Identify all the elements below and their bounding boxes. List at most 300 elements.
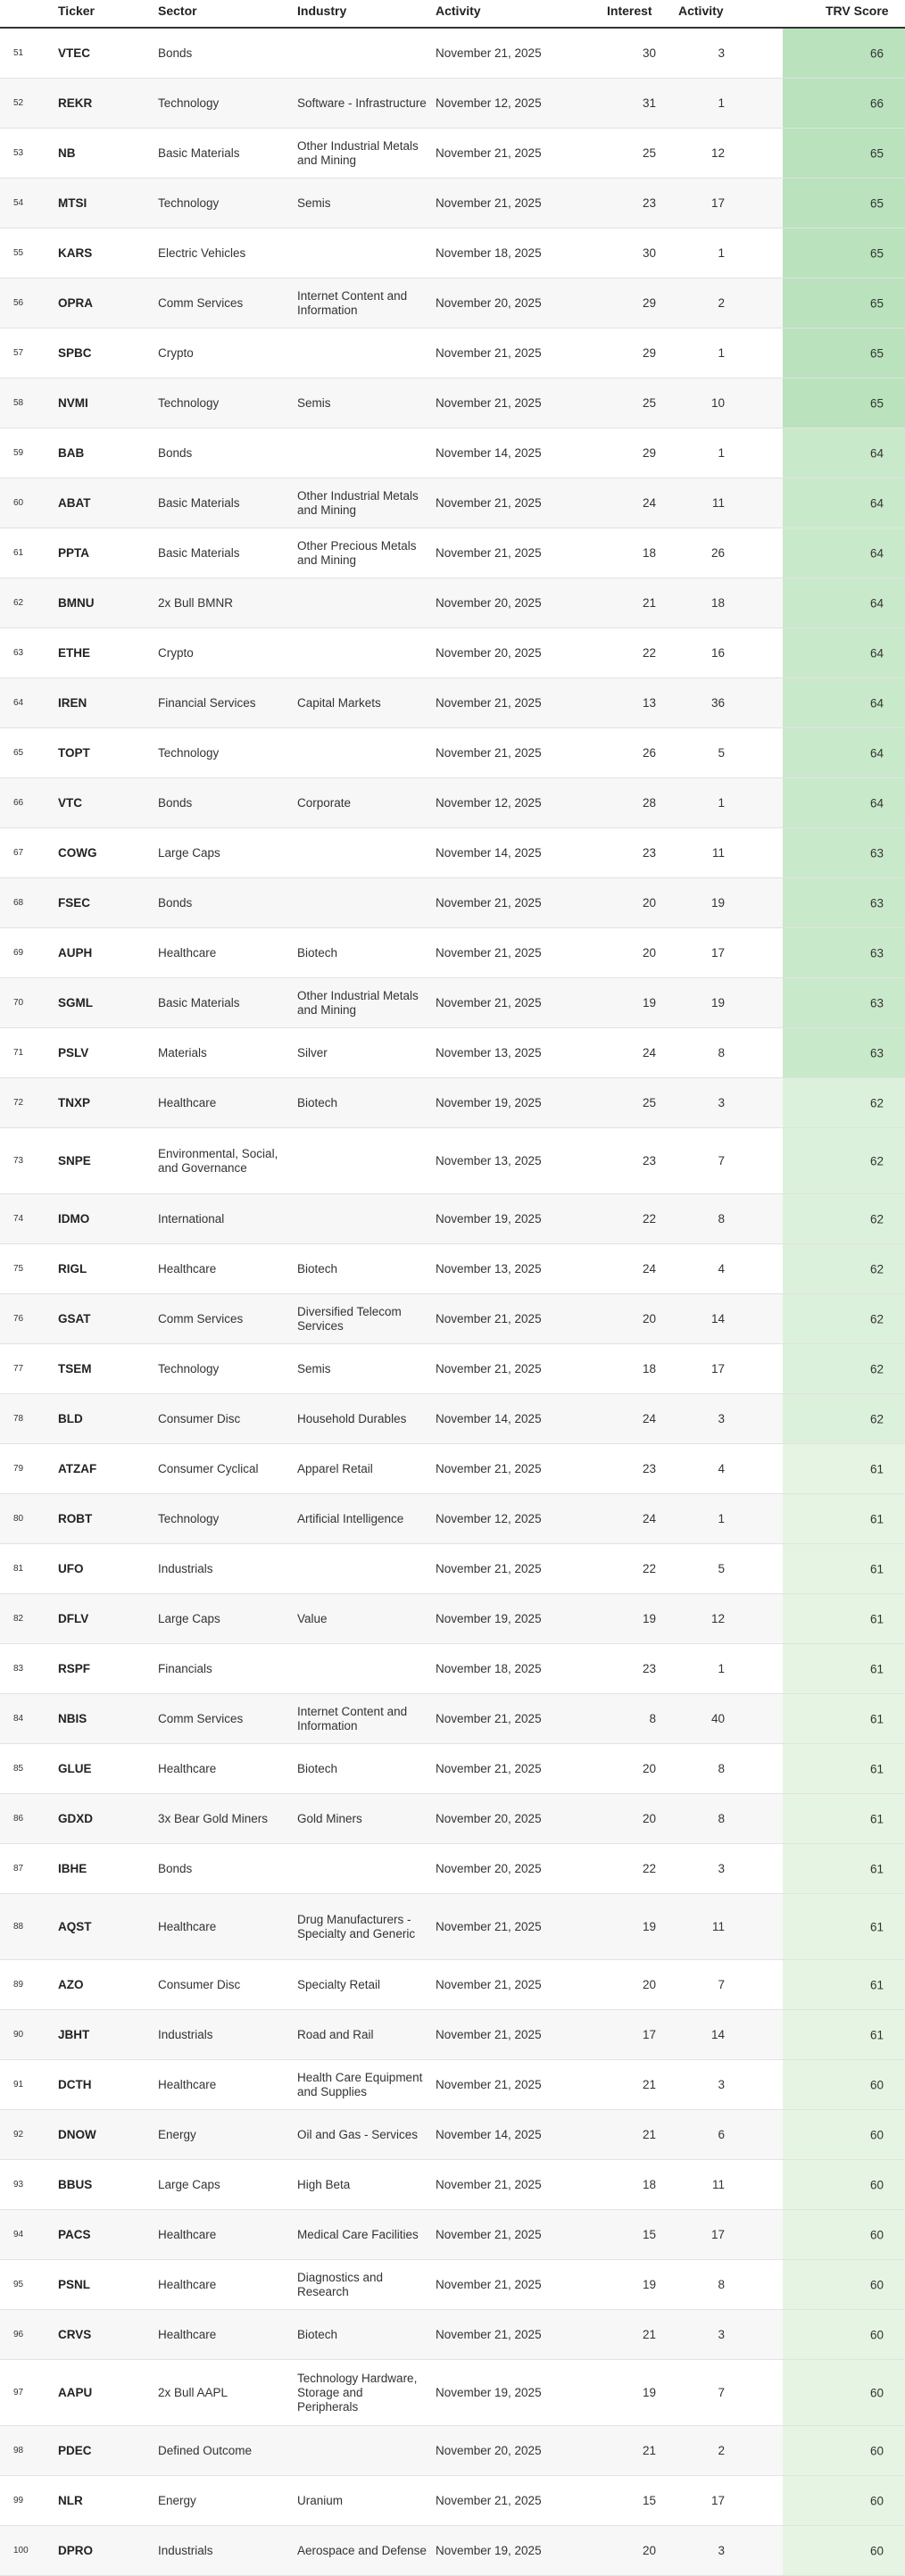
interest-cell: 18 bbox=[642, 1361, 656, 1375]
trv-score-value: 63 bbox=[869, 946, 884, 960]
ticker-cell[interactable]: SPBC bbox=[58, 345, 92, 360]
interest-cell: 30 bbox=[642, 245, 656, 260]
row-rank: 78 bbox=[13, 1413, 24, 1424]
sector-cell: Basic Materials bbox=[158, 495, 240, 510]
col-industry-header[interactable]: Industry bbox=[297, 4, 347, 18]
trv-score-cell bbox=[783, 2010, 905, 2059]
ticker-cell[interactable]: OPRA bbox=[58, 295, 94, 310]
industry-cell: Diversified Telecom Services bbox=[297, 1304, 402, 1333]
activity-date-cell: November 21, 2025 bbox=[436, 2227, 542, 2241]
industry-cell: Internet Content and Information bbox=[297, 288, 408, 317]
table-row[interactable] bbox=[0, 578, 905, 628]
trv-score-value: 63 bbox=[869, 896, 884, 910]
ticker-cell[interactable]: PDEC bbox=[58, 2443, 92, 2457]
trv-score-cell bbox=[783, 2476, 905, 2525]
col-activity-date-header[interactable]: Activity bbox=[436, 4, 481, 18]
trv-score-value: 66 bbox=[869, 96, 884, 110]
sector-cell: 3x Bear Gold Miners bbox=[158, 1811, 269, 1825]
table-row[interactable] bbox=[0, 1028, 905, 1078]
row-rank: 79 bbox=[13, 1463, 24, 1474]
trv-score-cell bbox=[783, 528, 905, 578]
table-row[interactable] bbox=[0, 1960, 905, 2010]
table-row[interactable] bbox=[0, 2476, 905, 2526]
ticker-cell[interactable]: SNPE bbox=[58, 1153, 91, 1168]
table-row[interactable] bbox=[0, 628, 905, 678]
sector-cell: Defined Outcome bbox=[158, 2443, 253, 2457]
trv-score-value: 64 bbox=[869, 496, 884, 510]
sector-cell: 2x Bull AAPL bbox=[158, 2385, 228, 2399]
table-row[interactable] bbox=[0, 778, 905, 828]
col-ticker-header[interactable]: Ticker bbox=[58, 4, 95, 18]
sector-cell: Basic Materials bbox=[158, 145, 240, 160]
sector-cell: Healthcare bbox=[158, 2327, 217, 2341]
ticker-cell[interactable]: ETHE bbox=[58, 645, 91, 660]
trv-score-value: 60 bbox=[869, 2278, 884, 2291]
table-row[interactable] bbox=[0, 79, 905, 129]
table-row[interactable] bbox=[0, 1744, 905, 1794]
sector-cell: International bbox=[158, 1211, 225, 1226]
trv-score-value: 63 bbox=[869, 996, 884, 1010]
interest-cell: 20 bbox=[642, 895, 656, 910]
interest-cell: 25 bbox=[642, 145, 656, 160]
table-row[interactable] bbox=[0, 1894, 905, 1960]
trv-score-value: 61 bbox=[869, 2028, 884, 2041]
activity-count-cell: 2 bbox=[718, 2443, 725, 2457]
table-row[interactable] bbox=[0, 179, 905, 229]
activity-count-cell: 14 bbox=[710, 2027, 725, 2041]
industry-cell: Biotech bbox=[297, 2327, 338, 2341]
trv-score-value: 60 bbox=[869, 2228, 884, 2241]
table-row[interactable] bbox=[0, 478, 905, 528]
trv-score-value: 64 bbox=[869, 696, 884, 710]
interest-cell: 24 bbox=[642, 1511, 656, 1525]
trv-score-cell bbox=[783, 2526, 905, 2575]
row-rank: 92 bbox=[13, 2129, 24, 2140]
activity-date-cell: November 21, 2025 bbox=[436, 2327, 542, 2341]
row-rank: 53 bbox=[13, 147, 24, 158]
row-rank: 93 bbox=[13, 2179, 24, 2190]
trv-score-cell bbox=[783, 79, 905, 128]
row-rank: 94 bbox=[13, 2229, 24, 2239]
activity-count-cell: 3 bbox=[718, 2327, 725, 2341]
interest-cell: 18 bbox=[642, 2177, 656, 2191]
row-rank: 86 bbox=[13, 1813, 24, 1824]
trv-score-value: 62 bbox=[869, 1262, 884, 1276]
table-row[interactable] bbox=[0, 2010, 905, 2060]
interest-cell: 21 bbox=[642, 2127, 656, 2141]
table-row[interactable] bbox=[0, 428, 905, 478]
activity-count-cell: 40 bbox=[710, 1711, 725, 1725]
row-rank: 95 bbox=[13, 2279, 24, 2289]
trv-score-value: 66 bbox=[869, 46, 884, 60]
table-row[interactable] bbox=[0, 2360, 905, 2426]
industry-cell: Other Industrial Metals and Mining bbox=[297, 488, 419, 517]
table-row[interactable] bbox=[0, 2210, 905, 2260]
activity-count-cell: 7 bbox=[718, 1153, 725, 1168]
ticker-cell[interactable]: AZO bbox=[58, 1977, 84, 1991]
table-row[interactable] bbox=[0, 1394, 905, 1444]
trv-score-value: 64 bbox=[869, 546, 884, 560]
trv-score-value: 61 bbox=[869, 1562, 884, 1575]
ticker-cell[interactable]: DFLV bbox=[58, 1611, 89, 1625]
trv-score-cell bbox=[783, 428, 905, 478]
table-row[interactable] bbox=[0, 229, 905, 278]
table-row[interactable] bbox=[0, 1594, 905, 1644]
activity-date-cell: November 21, 2025 bbox=[436, 395, 542, 410]
ticker-cell[interactable]: DNOW bbox=[58, 2127, 96, 2141]
trv-score-value: 62 bbox=[869, 1212, 884, 1226]
activity-date-cell: November 12, 2025 bbox=[436, 96, 542, 110]
activity-date-cell: November 21, 2025 bbox=[436, 1977, 542, 1991]
interest-cell: 24 bbox=[642, 1045, 656, 1059]
ticker-cell[interactable]: RIGL bbox=[58, 1261, 87, 1276]
interest-cell: 29 bbox=[642, 295, 656, 310]
sector-cell: Large Caps bbox=[158, 2177, 220, 2191]
ticker-cell[interactable]: PPTA bbox=[58, 545, 90, 560]
trv-score-cell bbox=[783, 2360, 905, 2425]
sector-cell: 2x Bull BMNR bbox=[158, 595, 234, 610]
ticker-cell[interactable]: DPRO bbox=[58, 2543, 94, 2557]
table-row[interactable] bbox=[0, 2060, 905, 2110]
table-row[interactable] bbox=[0, 1494, 905, 1544]
ticker-cell[interactable]: JBHT bbox=[58, 2027, 90, 2041]
table-row[interactable] bbox=[0, 129, 905, 179]
activity-date-cell: November 21, 2025 bbox=[436, 1761, 542, 1775]
col-interest-header[interactable]: Interest bbox=[607, 4, 652, 18]
row-rank: 85 bbox=[13, 1763, 24, 1774]
trv-score-cell bbox=[783, 1244, 905, 1293]
ticker-cell[interactable]: AUPH bbox=[58, 945, 93, 960]
activity-count-cell: 10 bbox=[710, 395, 725, 410]
trv-score-cell bbox=[783, 328, 905, 378]
row-rank: 70 bbox=[13, 997, 24, 1008]
activity-count-cell: 19 bbox=[710, 895, 725, 910]
ticker-cell[interactable]: VTC bbox=[58, 795, 82, 810]
row-rank: 98 bbox=[13, 2445, 24, 2456]
row-rank: 63 bbox=[13, 647, 24, 658]
table-row[interactable] bbox=[0, 1544, 905, 1594]
activity-date-cell: November 21, 2025 bbox=[436, 995, 542, 1010]
table-row[interactable] bbox=[0, 1078, 905, 1128]
ticker-cell[interactable]: IDMO bbox=[58, 1211, 90, 1226]
ticker-cell[interactable]: NBIS bbox=[58, 1711, 87, 1725]
activity-count-cell: 3 bbox=[718, 46, 725, 60]
industry-cell: Road and Rail bbox=[297, 2027, 374, 2041]
ticker-cell[interactable]: GSAT bbox=[58, 1311, 91, 1325]
ticker-cell[interactable]: TOPT bbox=[58, 745, 90, 760]
table-row[interactable] bbox=[0, 1844, 905, 1894]
sector-cell: Crypto bbox=[158, 645, 194, 660]
sector-cell: Technology bbox=[158, 96, 220, 110]
trv-score-cell bbox=[783, 1644, 905, 1693]
ticker-cell[interactable]: TSEM bbox=[58, 1361, 92, 1375]
ticker-cell[interactable]: ATZAF bbox=[58, 1461, 97, 1475]
trv-score-cell bbox=[783, 778, 905, 827]
industry-cell: Apparel Retail bbox=[297, 1461, 373, 1475]
activity-date-cell: November 21, 2025 bbox=[436, 1311, 542, 1325]
table-row[interactable] bbox=[0, 1794, 905, 1844]
interest-cell: 17 bbox=[642, 2027, 656, 2041]
activity-count-cell: 7 bbox=[718, 1977, 725, 1991]
row-rank: 77 bbox=[13, 1363, 24, 1374]
interest-cell: 28 bbox=[642, 795, 656, 810]
table-row[interactable] bbox=[0, 1294, 905, 1344]
ticker-cell[interactable]: PSNL bbox=[58, 2277, 91, 2291]
trv-score-cell bbox=[783, 1894, 905, 1959]
industry-cell: Silver bbox=[297, 1045, 328, 1059]
trv-score-cell bbox=[783, 2210, 905, 2259]
ticker-cell[interactable]: IBHE bbox=[58, 1861, 87, 1875]
ticker-cell[interactable]: COWG bbox=[58, 845, 97, 860]
ticker-cell[interactable]: AQST bbox=[58, 1919, 92, 1933]
row-rank: 52 bbox=[13, 97, 24, 108]
row-rank: 55 bbox=[13, 247, 24, 258]
row-rank: 76 bbox=[13, 1313, 24, 1324]
table-row[interactable] bbox=[0, 1194, 905, 1244]
trv-score-cell bbox=[783, 628, 905, 677]
industry-cell: Semis bbox=[297, 195, 331, 210]
table-row[interactable] bbox=[0, 728, 905, 778]
table-row[interactable] bbox=[0, 378, 905, 428]
interest-cell: 21 bbox=[642, 2327, 656, 2341]
interest-cell: 23 bbox=[642, 1461, 656, 1475]
table-row[interactable] bbox=[0, 528, 905, 578]
industry-cell: Internet Content and Information bbox=[297, 1704, 408, 1733]
interest-cell: 20 bbox=[642, 1811, 656, 1825]
trv-score-cell bbox=[783, 1294, 905, 1343]
trv-score-value: 64 bbox=[869, 646, 884, 660]
ticker-cell[interactable]: MTSI bbox=[58, 195, 87, 210]
activity-count-cell: 1 bbox=[718, 345, 725, 360]
row-rank: 73 bbox=[13, 1155, 24, 1166]
table-row[interactable] bbox=[0, 29, 905, 79]
activity-date-cell: November 19, 2025 bbox=[436, 1095, 542, 1109]
interest-cell: 20 bbox=[642, 1761, 656, 1775]
ticker-cell[interactable]: KARS bbox=[58, 245, 93, 260]
table-row[interactable] bbox=[0, 1694, 905, 1744]
activity-date-cell: November 21, 2025 bbox=[436, 545, 542, 560]
activity-date-cell: November 21, 2025 bbox=[436, 145, 542, 160]
col-sector-header[interactable]: Sector bbox=[158, 4, 197, 18]
industry-cell: Health Care Equipment and Supplies bbox=[297, 2070, 423, 2098]
interest-cell: 22 bbox=[642, 1861, 656, 1875]
activity-count-cell: 3 bbox=[718, 1411, 725, 1425]
table-row[interactable] bbox=[0, 928, 905, 978]
ticker-cell[interactable]: PSLV bbox=[58, 1045, 89, 1059]
sector-cell: Consumer Disc bbox=[158, 1977, 241, 1991]
industry-cell: Biotech bbox=[297, 945, 338, 960]
trv-score-value: 62 bbox=[869, 1412, 884, 1425]
activity-count-cell: 19 bbox=[710, 995, 725, 1010]
sector-cell: Technology bbox=[158, 195, 220, 210]
interest-cell: 22 bbox=[642, 1211, 656, 1226]
sector-cell: Consumer Disc bbox=[158, 1411, 241, 1425]
sector-cell: Energy bbox=[158, 2493, 196, 2507]
activity-count-cell: 5 bbox=[718, 1561, 725, 1575]
sector-cell: Technology bbox=[158, 395, 220, 410]
table-row[interactable] bbox=[0, 1444, 905, 1494]
table-row[interactable] bbox=[0, 2526, 905, 2576]
interest-cell: 19 bbox=[642, 995, 656, 1010]
row-rank: 67 bbox=[13, 847, 24, 858]
activity-count-cell: 8 bbox=[718, 1045, 725, 1059]
activity-count-cell: 17 bbox=[710, 2493, 725, 2507]
industry-cell: Artificial Intelligence bbox=[297, 1511, 404, 1525]
table-row[interactable] bbox=[0, 2260, 905, 2310]
ticker-cell[interactable]: BBUS bbox=[58, 2177, 93, 2191]
activity-count-cell: 8 bbox=[718, 2277, 725, 2291]
interest-cell: 21 bbox=[642, 595, 656, 610]
interest-cell: 19 bbox=[642, 1919, 656, 1933]
table-row[interactable] bbox=[0, 1344, 905, 1394]
interest-cell: 8 bbox=[649, 1711, 656, 1725]
activity-count-cell: 36 bbox=[710, 695, 725, 710]
ticker-cell[interactable]: TNXP bbox=[58, 1095, 91, 1109]
ticker-cell[interactable]: REKR bbox=[58, 96, 93, 110]
interest-cell: 19 bbox=[642, 2385, 656, 2399]
row-rank: 80 bbox=[13, 1513, 24, 1524]
activity-count-cell: 1 bbox=[718, 795, 725, 810]
interest-cell: 23 bbox=[642, 1661, 656, 1675]
ticker-cell[interactable]: SGML bbox=[58, 995, 93, 1010]
industry-cell: Diagnostics and Research bbox=[297, 2270, 384, 2298]
activity-date-cell: November 14, 2025 bbox=[436, 2127, 542, 2141]
interest-cell: 24 bbox=[642, 1411, 656, 1425]
table-row[interactable] bbox=[0, 328, 905, 378]
ticker-cell[interactable]: BMNU bbox=[58, 595, 95, 610]
sector-cell: Crypto bbox=[158, 345, 194, 360]
trv-score-cell bbox=[783, 1594, 905, 1643]
trv-score-cell bbox=[783, 2426, 905, 2475]
interest-cell: 18 bbox=[642, 545, 656, 560]
ticker-cell[interactable]: ABAT bbox=[58, 495, 91, 510]
table-row[interactable] bbox=[0, 878, 905, 928]
sector-cell: Industrials bbox=[158, 1561, 213, 1575]
ticker-cell[interactable]: IREN bbox=[58, 695, 87, 710]
table-row[interactable] bbox=[0, 1244, 905, 1294]
trv-score-cell bbox=[783, 278, 905, 328]
activity-date-cell: November 21, 2025 bbox=[436, 695, 542, 710]
activity-date-cell: November 18, 2025 bbox=[436, 245, 542, 260]
industry-cell: Other Industrial Metals and Mining bbox=[297, 138, 419, 167]
trv-score-value: 62 bbox=[869, 1312, 884, 1325]
col-activity-header[interactable]: Activity bbox=[678, 4, 724, 18]
activity-date-cell: November 21, 2025 bbox=[436, 2077, 542, 2091]
ticker-cell[interactable]: ROBT bbox=[58, 1511, 93, 1525]
table-row[interactable] bbox=[0, 2110, 905, 2160]
activity-count-cell: 11 bbox=[711, 2177, 725, 2191]
activity-count-cell: 3 bbox=[718, 1095, 725, 1109]
sector-cell: Consumer Cyclical bbox=[158, 1461, 259, 1475]
table-row[interactable] bbox=[0, 2160, 905, 2210]
interest-cell: 19 bbox=[642, 1611, 656, 1625]
sector-cell: Technology bbox=[158, 1511, 220, 1525]
table-row[interactable] bbox=[0, 1128, 905, 1194]
table-row[interactable] bbox=[0, 678, 905, 728]
ticker-cell[interactable]: DCTH bbox=[58, 2077, 92, 2091]
activity-count-cell: 1 bbox=[718, 1511, 725, 1525]
activity-count-cell: 8 bbox=[718, 1211, 725, 1226]
table-row[interactable] bbox=[0, 2310, 905, 2360]
ticker-cell[interactable]: CRVS bbox=[58, 2327, 92, 2341]
sector-cell: Healthcare bbox=[158, 2077, 217, 2091]
interest-cell: 19 bbox=[642, 2277, 656, 2291]
activity-date-cell: November 19, 2025 bbox=[436, 1211, 542, 1226]
sector-cell: Financials bbox=[158, 1661, 212, 1675]
row-rank: 91 bbox=[13, 2079, 24, 2090]
row-rank: 60 bbox=[13, 497, 24, 508]
activity-date-cell: November 21, 2025 bbox=[436, 1361, 542, 1375]
trv-score-value: 61 bbox=[869, 1662, 884, 1675]
interest-cell: 25 bbox=[642, 1095, 656, 1109]
table-row[interactable] bbox=[0, 2426, 905, 2476]
sector-cell: Bonds bbox=[158, 445, 193, 460]
trv-score-value: 60 bbox=[869, 2078, 884, 2091]
trv-score-value: 65 bbox=[869, 246, 884, 260]
ticker-cell[interactable]: NB bbox=[58, 145, 76, 160]
sector-cell: Large Caps bbox=[158, 1611, 220, 1625]
ticker-cell[interactable]: VTEC bbox=[58, 46, 91, 60]
table-row[interactable] bbox=[0, 828, 905, 878]
ticker-cell[interactable]: AAPU bbox=[58, 2385, 93, 2399]
trv-score-cell bbox=[783, 978, 905, 1027]
ticker-cell[interactable]: FSEC bbox=[58, 895, 91, 910]
col-trv-score-header[interactable]: TRV Score bbox=[826, 4, 889, 18]
ticker-cell[interactable]: GDXD bbox=[58, 1811, 94, 1825]
industry-cell: Semis bbox=[297, 1361, 331, 1375]
sector-cell: Industrials bbox=[158, 2027, 213, 2041]
table-header bbox=[0, 0, 905, 29]
table-row[interactable] bbox=[0, 278, 905, 328]
sector-cell: Healthcare bbox=[158, 1761, 217, 1775]
activity-date-cell: November 13, 2025 bbox=[436, 1045, 542, 1059]
table-row[interactable] bbox=[0, 1644, 905, 1694]
trv-score-cell bbox=[783, 1694, 905, 1743]
activity-date-cell: November 21, 2025 bbox=[436, 1711, 542, 1725]
trv-score-value: 60 bbox=[869, 2328, 884, 2341]
interest-cell: 20 bbox=[642, 945, 656, 960]
industry-cell: Capital Markets bbox=[297, 695, 381, 710]
industry-cell: Biotech bbox=[297, 1261, 338, 1276]
trv-score-cell bbox=[783, 1544, 905, 1593]
sector-cell: Comm Services bbox=[158, 1711, 244, 1725]
activity-date-cell: November 21, 2025 bbox=[436, 46, 542, 60]
activity-count-cell: 18 bbox=[710, 595, 725, 610]
sector-cell: Materials bbox=[158, 1045, 207, 1059]
activity-count-cell: 14 bbox=[710, 1311, 725, 1325]
trv-score-cell bbox=[783, 1960, 905, 2009]
activity-date-cell: November 21, 2025 bbox=[436, 2277, 542, 2291]
ticker-cell[interactable]: GLUE bbox=[58, 1761, 92, 1775]
activity-count-cell: 11 bbox=[711, 845, 725, 860]
ticker-cell[interactable]: BAB bbox=[58, 445, 85, 460]
ticker-cell[interactable]: UFO bbox=[58, 1561, 84, 1575]
trv-score-cell bbox=[783, 878, 905, 927]
table-row[interactable] bbox=[0, 978, 905, 1028]
row-rank: 56 bbox=[13, 297, 24, 308]
ticker-cell[interactable]: NVMI bbox=[58, 395, 88, 410]
trv-score-cell bbox=[783, 828, 905, 877]
ticker-cell[interactable]: RSPF bbox=[58, 1661, 91, 1675]
ticker-cell[interactable]: BLD bbox=[58, 1411, 83, 1425]
row-rank: 71 bbox=[13, 1047, 24, 1058]
row-rank: 68 bbox=[13, 897, 24, 908]
ticker-cell[interactable]: NLR bbox=[58, 2493, 83, 2507]
row-rank: 82 bbox=[13, 1613, 24, 1624]
trv-score-cell bbox=[783, 2110, 905, 2159]
ticker-cell[interactable]: PACS bbox=[58, 2227, 91, 2241]
sector-cell: Healthcare bbox=[158, 2227, 217, 2241]
